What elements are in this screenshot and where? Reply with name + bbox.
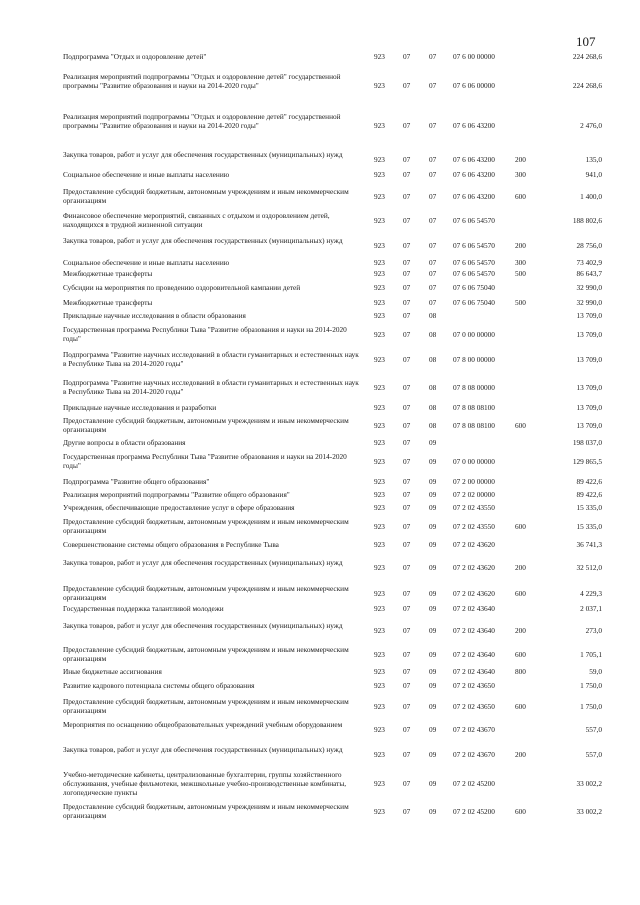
- row-subsection: 09: [429, 779, 437, 788]
- row-section: 07: [403, 216, 411, 225]
- row-admin-code: 923: [374, 626, 385, 635]
- row-subsection: 07: [429, 241, 437, 250]
- row-amount: 33 002,2: [576, 779, 602, 788]
- row-admin-code: 923: [374, 269, 385, 278]
- row-subsection: 09: [429, 503, 437, 512]
- row-amount: 941,0: [585, 170, 602, 179]
- row-name: Предоставление субсидий бюджетным, автономным учреждениям и иным некоммерческим организациям: [63, 517, 349, 535]
- row-admin-code: 923: [374, 121, 385, 130]
- row-amount: 129 865,5: [572, 457, 602, 466]
- row-admin-code: 923: [374, 540, 385, 549]
- row-admin-code: 923: [374, 170, 385, 179]
- row-amount: 15 335,0: [576, 503, 602, 512]
- row-amount: 13 709,0: [576, 330, 602, 339]
- row-expense-type: 600: [515, 192, 526, 201]
- row-amount: 32 990,0: [576, 283, 602, 292]
- row-target-article: 07 2 02 43550: [453, 522, 495, 531]
- row-admin-code: 923: [374, 650, 385, 659]
- row-target-article: 07 2 02 43620: [453, 589, 495, 598]
- row-amount: 13 709,0: [576, 421, 602, 430]
- row-amount: 13 709,0: [576, 355, 602, 364]
- row-name: Закупка товаров, работ и услуг для обеспечения государственных (муниципальных) нужд: [63, 621, 343, 630]
- row-section: 07: [403, 355, 411, 364]
- row-name: Закупка товаров, работ и услуг для обеспечения государственных (муниципальных) нужд: [63, 236, 343, 245]
- row-amount: 135,0: [585, 155, 602, 164]
- row-admin-code: 923: [374, 421, 385, 430]
- row-section: 07: [403, 258, 411, 267]
- row-name: Закупка товаров, работ и услуг для обеспечения государственных (муниципальных) нужд: [63, 745, 343, 754]
- row-section: 07: [403, 522, 411, 531]
- row-section: 07: [403, 807, 411, 816]
- row-target-article: 07 2 02 43640: [453, 667, 495, 676]
- row-name: Подпрограмма "Развитие общего образования": [63, 477, 210, 486]
- row-admin-code: 923: [374, 355, 385, 364]
- row-target-article: 07 2 02 43640: [453, 604, 495, 613]
- row-admin-code: 923: [374, 563, 385, 572]
- row-amount: 13 709,0: [576, 403, 602, 412]
- row-section: 07: [403, 503, 411, 512]
- row-section: 07: [403, 52, 411, 61]
- row-expense-type: 600: [515, 702, 526, 711]
- row-admin-code: 923: [374, 725, 385, 734]
- row-amount: 28 756,0: [576, 241, 602, 250]
- row-amount: 2 037,1: [580, 604, 602, 613]
- row-target-article: 07 6 06 54570: [453, 216, 495, 225]
- row-admin-code: 923: [374, 155, 385, 164]
- row-expense-type: 200: [515, 563, 526, 572]
- row-section: 07: [403, 457, 411, 466]
- row-section: 07: [403, 490, 411, 499]
- row-admin-code: 923: [374, 283, 385, 292]
- row-section: 07: [403, 269, 411, 278]
- row-target-article: 07 2 02 43550: [453, 503, 495, 512]
- row-admin-code: 923: [374, 702, 385, 711]
- row-admin-code: 923: [374, 807, 385, 816]
- row-amount: 15 335,0: [576, 522, 602, 531]
- row-target-article: 07 6 06 43200: [453, 170, 495, 179]
- row-subsection: 09: [429, 725, 437, 734]
- row-subsection: 09: [429, 457, 437, 466]
- row-section: 07: [403, 170, 411, 179]
- row-admin-code: 923: [374, 604, 385, 613]
- row-amount: 557,0: [585, 750, 602, 759]
- row-amount: 1 400,0: [580, 192, 602, 201]
- row-amount: 13 709,0: [576, 311, 602, 320]
- row-subsection: 07: [429, 298, 437, 307]
- row-expense-type: 600: [515, 650, 526, 659]
- row-section: 07: [403, 779, 411, 788]
- row-name: Предоставление субсидий бюджетным, автономным учреждениям и иным некоммерческим организациям: [63, 697, 349, 715]
- row-expense-type: 600: [515, 589, 526, 598]
- row-expense-type: 300: [515, 258, 526, 267]
- row-admin-code: 923: [374, 681, 385, 690]
- row-section: 07: [403, 383, 411, 392]
- row-name: Субсидии на мероприятия по проведению оздоровительной кампании детей: [63, 283, 301, 292]
- row-name: Учреждения, обеспечивающие предоставление услуг в сфере образования: [63, 503, 295, 512]
- row-amount: 273,0: [585, 626, 602, 635]
- row-subsection: 09: [429, 702, 437, 711]
- row-name: Реализация мероприятий подпрограммы "Отдых и оздоровление детей" государственной программы "Развитие образования и науки на 2014-2020 годы": [63, 112, 341, 130]
- row-target-article: 07 8 08 00000: [453, 383, 495, 392]
- row-section: 07: [403, 121, 411, 130]
- row-section: 07: [403, 626, 411, 635]
- row-admin-code: 923: [374, 383, 385, 392]
- row-name: Предоставление субсидий бюджетным, автономным учреждениям и иным некоммерческим организациям: [63, 187, 349, 205]
- row-target-article: 07 6 06 54570: [453, 258, 495, 267]
- row-subsection: 07: [429, 283, 437, 292]
- row-target-article: 07 8 00 00000: [453, 355, 495, 364]
- row-amount: 1 750,0: [580, 681, 602, 690]
- row-expense-type: 600: [515, 421, 526, 430]
- row-admin-code: 923: [374, 81, 385, 90]
- row-amount: 188 802,6: [572, 216, 602, 225]
- row-target-article: 07 6 06 43200: [453, 192, 495, 201]
- row-subsection: 07: [429, 192, 437, 201]
- row-name: Межбюджетные трансферты: [63, 298, 153, 307]
- row-name: Реализация мероприятий подпрограммы "Развитие общего образования": [63, 490, 290, 499]
- row-name: Реализация мероприятий подпрограммы "Отдых и оздоровление детей" государственной программы "Развитие образования и науки на 2014-2020 годы": [63, 72, 341, 90]
- row-target-article: 07 8 08 08100: [453, 403, 495, 412]
- row-expense-type: 200: [515, 750, 526, 759]
- row-name: Государственная программа Республики Тыва "Развитие образования и науки на 2014-2020 годы": [63, 452, 347, 470]
- row-subsection: 09: [429, 681, 437, 690]
- row-name: Социальное обеспечение и иные выплаты населению: [63, 258, 230, 267]
- row-section: 07: [403, 421, 411, 430]
- row-subsection: 08: [429, 330, 437, 339]
- row-subsection: 09: [429, 438, 437, 447]
- row-subsection: 09: [429, 563, 437, 572]
- row-target-article: 07 2 02 43640: [453, 650, 495, 659]
- row-expense-type: 200: [515, 155, 526, 164]
- row-expense-type: 200: [515, 626, 526, 635]
- row-section: 07: [403, 540, 411, 549]
- row-name: Мероприятия по оснащению общеобразовательных учреждений учебным оборудованием: [63, 720, 343, 729]
- row-name: Закупка товаров, работ и услуг для обеспечения государственных (муниципальных) нужд: [63, 150, 343, 159]
- row-name: Подпрограмма "Развитие научных исследований в области гуманитарных и естественных наук в Республике Тыва на 2014-2020 годы": [63, 378, 359, 396]
- row-subsection: 09: [429, 477, 437, 486]
- row-admin-code: 923: [374, 216, 385, 225]
- row-name: Прикладные научные исследования в области образования: [63, 311, 246, 320]
- row-admin-code: 923: [374, 522, 385, 531]
- row-subsection: 09: [429, 807, 437, 816]
- row-target-article: 07 6 06 00000: [453, 81, 495, 90]
- row-target-article: 07 2 02 43670: [453, 725, 495, 734]
- row-subsection: 07: [429, 170, 437, 179]
- row-amount: 32 990,0: [576, 298, 602, 307]
- row-expense-type: 800: [515, 667, 526, 676]
- row-name: Совершенствование системы общего образования в Республике Тыва: [63, 540, 279, 549]
- row-section: 07: [403, 702, 411, 711]
- row-section: 07: [403, 311, 411, 320]
- row-name: Иные бюджетные ассигнования: [63, 667, 162, 676]
- row-name: Закупка товаров, работ и услуг для обеспечения государственных (муниципальных) нужд: [63, 558, 343, 567]
- row-expense-type: 200: [515, 241, 526, 250]
- row-subsection: 07: [429, 155, 437, 164]
- row-target-article: 07 2 02 43620: [453, 563, 495, 572]
- row-subsection: 09: [429, 650, 437, 659]
- row-name: Финансовое обеспечение мероприятий, связанных с отдыхом и оздоровлением детей, находящихся в трудной жизненной ситуации: [63, 211, 330, 229]
- row-subsection: 09: [429, 589, 437, 598]
- row-target-article: 07 0 00 00000: [453, 457, 495, 466]
- row-target-article: 07 6 06 54570: [453, 241, 495, 250]
- row-admin-code: 923: [374, 589, 385, 598]
- row-amount: 1 705,1: [580, 650, 602, 659]
- row-name: Социальное обеспечение и иные выплаты населению: [63, 170, 230, 179]
- row-amount: 13 709,0: [576, 383, 602, 392]
- row-section: 07: [403, 438, 411, 447]
- row-subsection: 09: [429, 540, 437, 549]
- row-target-article: 07 6 00 00000: [453, 52, 495, 61]
- row-admin-code: 923: [374, 438, 385, 447]
- row-subsection: 09: [429, 490, 437, 499]
- row-amount: 1 750,0: [580, 702, 602, 711]
- row-name: Предоставление субсидий бюджетным, автономным учреждениям и иным некоммерческим организациям: [63, 416, 349, 434]
- row-amount: 224 268,6: [572, 81, 602, 90]
- row-amount: 32 512,0: [576, 563, 602, 572]
- row-section: 07: [403, 563, 411, 572]
- row-subsection: 08: [429, 421, 437, 430]
- row-name: Развитие кадрового потенциала системы общего образования: [63, 681, 255, 690]
- row-subsection: 07: [429, 258, 437, 267]
- row-admin-code: 923: [374, 667, 385, 676]
- row-name: Государственная программа Республики Тыва "Развитие образования и науки на 2014-2020 годы": [63, 325, 347, 343]
- row-admin-code: 923: [374, 330, 385, 339]
- row-name: Межбюджетные трансферты: [63, 269, 153, 278]
- row-admin-code: 923: [374, 298, 385, 307]
- row-target-article: 07 2 02 43650: [453, 702, 495, 711]
- row-target-article: 07 2 02 43640: [453, 626, 495, 635]
- row-expense-type: 600: [515, 807, 526, 816]
- row-section: 07: [403, 155, 411, 164]
- row-target-article: 07 2 00 00000: [453, 477, 495, 486]
- row-target-article: 07 2 02 45200: [453, 779, 495, 788]
- row-name: Подпрограмма "Отдых и оздоровление детей": [63, 52, 207, 61]
- row-name: Другие вопросы в области образования: [63, 438, 186, 447]
- row-target-article: 07 2 02 45200: [453, 807, 495, 816]
- row-section: 07: [403, 283, 411, 292]
- row-subsection: 07: [429, 81, 437, 90]
- row-admin-code: 923: [374, 258, 385, 267]
- row-amount: 33 002,2: [576, 807, 602, 816]
- row-section: 07: [403, 192, 411, 201]
- row-amount: 89 422,6: [576, 477, 602, 486]
- row-admin-code: 923: [374, 457, 385, 466]
- row-admin-code: 923: [374, 241, 385, 250]
- row-amount: 557,0: [585, 725, 602, 734]
- row-subsection: 07: [429, 52, 437, 61]
- row-target-article: 07 6 06 43200: [453, 121, 495, 130]
- row-amount: 4 229,3: [580, 589, 602, 598]
- row-name: Подпрограмма "Развитие научных исследований в области гуманитарных и естественных наук в Республике Тыва на 2014-2020 годы": [63, 350, 359, 368]
- row-subsection: 08: [429, 383, 437, 392]
- row-subsection: 09: [429, 522, 437, 531]
- row-section: 07: [403, 681, 411, 690]
- row-admin-code: 923: [374, 779, 385, 788]
- row-section: 07: [403, 725, 411, 734]
- row-subsection: 09: [429, 667, 437, 676]
- row-subsection: 09: [429, 604, 437, 613]
- row-target-article: 07 6 06 75040: [453, 298, 495, 307]
- row-name: Предоставление субсидий бюджетным, автономным учреждениям и иным некоммерческим организациям: [63, 645, 349, 663]
- row-section: 07: [403, 477, 411, 486]
- row-expense-type: 300: [515, 170, 526, 179]
- row-amount: 198 037,0: [572, 438, 602, 447]
- row-subsection: 09: [429, 626, 437, 635]
- row-target-article: 07 8 08 08100: [453, 421, 495, 430]
- row-target-article: 07 6 06 43200: [453, 155, 495, 164]
- row-admin-code: 923: [374, 477, 385, 486]
- row-section: 07: [403, 650, 411, 659]
- row-section: 07: [403, 241, 411, 250]
- row-name: Предоставление субсидий бюджетным, автономным учреждениям и иным некоммерческим организациям: [63, 802, 349, 820]
- row-target-article: 07 2 02 00000: [453, 490, 495, 499]
- row-admin-code: 923: [374, 750, 385, 759]
- row-subsection: 07: [429, 216, 437, 225]
- row-subsection: 08: [429, 355, 437, 364]
- row-target-article: 07 2 02 43670: [453, 750, 495, 759]
- row-subsection: 08: [429, 311, 437, 320]
- row-amount: 59,0: [589, 667, 602, 676]
- row-section: 07: [403, 298, 411, 307]
- row-name: Предоставление субсидий бюджетным, автономным учреждениям и иным некоммерческим организациям: [63, 584, 349, 602]
- row-name: Государственная поддержка талантливой молодежи: [63, 604, 224, 613]
- row-amount: 36 741,3: [576, 540, 602, 549]
- row-admin-code: 923: [374, 311, 385, 320]
- row-admin-code: 923: [374, 403, 385, 412]
- row-amount: 86 643,7: [576, 269, 602, 278]
- page-number: 107: [576, 34, 596, 49]
- row-expense-type: 600: [515, 522, 526, 531]
- row-subsection: 08: [429, 403, 437, 412]
- row-section: 07: [403, 604, 411, 613]
- row-target-article: 07 0 00 00000: [453, 330, 495, 339]
- row-target-article: 07 6 06 75040: [453, 283, 495, 292]
- row-amount: 73 402,9: [576, 258, 602, 267]
- row-admin-code: 923: [374, 503, 385, 512]
- row-name: Прикладные научные исследования и разработки: [63, 403, 217, 412]
- row-admin-code: 923: [374, 192, 385, 201]
- row-target-article: 07 2 02 43620: [453, 540, 495, 549]
- row-subsection: 09: [429, 750, 437, 759]
- row-expense-type: 500: [515, 269, 526, 278]
- row-section: 07: [403, 330, 411, 339]
- row-subsection: 07: [429, 121, 437, 130]
- row-target-article: 07 6 06 54570: [453, 269, 495, 278]
- row-name: Учебно-методические кабинеты, централизованные бухгалтерии, группы хозяйственного обслуживания, учебные фильмотеки, межшкольные учебно-производственные комбинаты, логопедические пункты: [63, 770, 347, 797]
- row-admin-code: 923: [374, 490, 385, 499]
- row-admin-code: 923: [374, 52, 385, 61]
- row-amount: 224 268,6: [572, 52, 602, 61]
- row-section: 07: [403, 403, 411, 412]
- row-subsection: 07: [429, 269, 437, 278]
- row-section: 07: [403, 750, 411, 759]
- row-section: 07: [403, 81, 411, 90]
- row-target-article: 07 2 02 43650: [453, 681, 495, 690]
- row-section: 07: [403, 667, 411, 676]
- row-section: 07: [403, 589, 411, 598]
- row-amount: 89 422,6: [576, 490, 602, 499]
- row-expense-type: 500: [515, 298, 526, 307]
- row-amount: 2 476,0: [580, 121, 602, 130]
